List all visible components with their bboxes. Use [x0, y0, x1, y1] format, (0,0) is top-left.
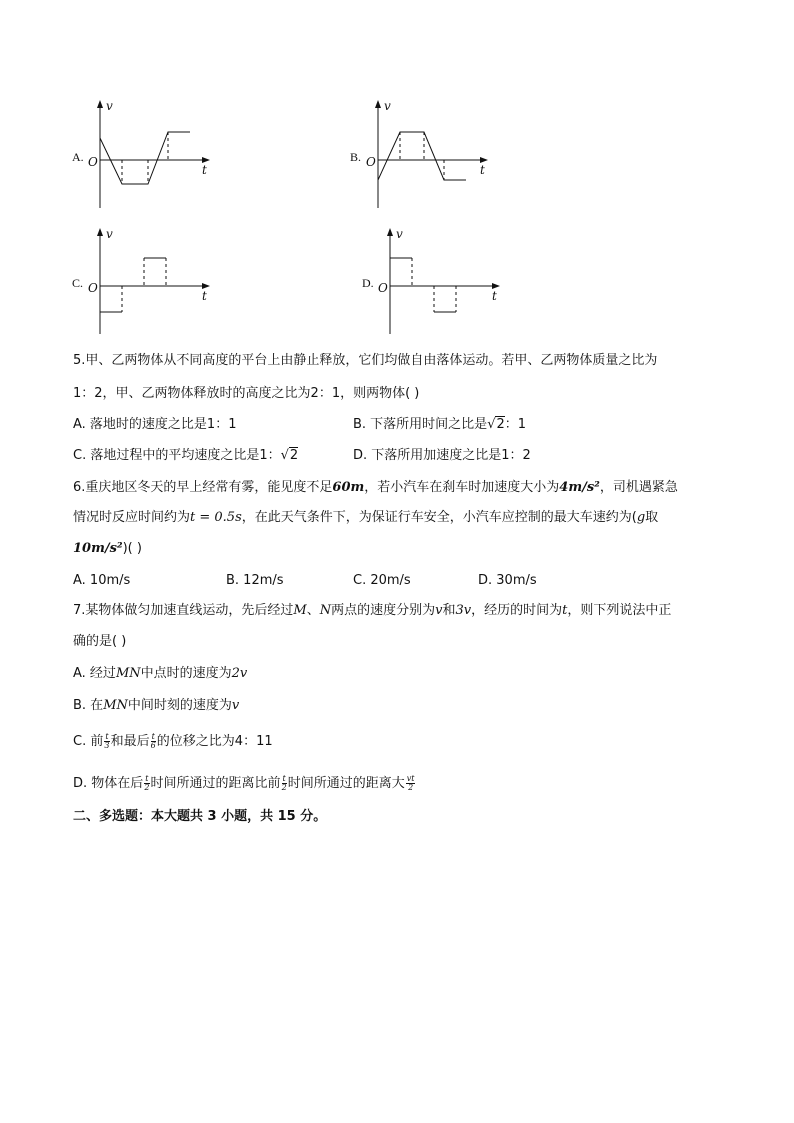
q7-option-c: C. 前 $\frac{t}{3}$ 和最后 $\frac{t}{6}$ 的位移之比为4：11: [73, 732, 273, 750]
graph-b-v-label: v: [384, 99, 391, 113]
graph-d: [378, 228, 508, 338]
graph-c-label: C.: [72, 276, 84, 290]
q6-stem-line1: 6.重庆地区冬天的早上经常有雾，能见度不足60m，若小汽车在刹车时加速度大小为4m/s²，司机遇紧急: [73, 480, 678, 495]
graph-d-v-label: v: [396, 227, 403, 241]
q5-stem-line2: 1：2，甲、乙两物体释放时的高度之比为2：1，则两物体( ): [73, 386, 420, 401]
graph-a-origin: O: [88, 155, 98, 169]
q5-option-b: B. 下落所用时间之比是√2：1: [353, 417, 527, 432]
graph-c-v-label: v: [106, 227, 113, 241]
fraction: $\frac{vt}{2}$: [406, 774, 415, 792]
graph-b-label: B.: [350, 150, 362, 164]
section-heading-multiple-choice: 二、多选题：本大题共 3 小题，共 15 分。: [73, 809, 327, 824]
q7-option-d: D. 物体在后 $\frac{t}{2}$ 时间所通过的距离比前 $\frac{t}{2}$ 时间所通过的距离大 $\frac{vt}{2}$: [73, 774, 415, 792]
q6-option-b: B. 12m/s: [226, 573, 284, 588]
sqrt-icon: √2: [280, 448, 299, 463]
q5-option-a: A. 落地时的速度之比是1：1: [73, 417, 237, 432]
q6-stem-line2: 情况时反应时间约为t = 0.5s，在此天气条件下，为保证行车安全，小汽车应控制的最大车速约为(g取: [73, 510, 659, 525]
q7-stem-line2: 确的是( ): [73, 634, 127, 649]
q7-option-b: B. 在MN中间时刻的速度为v: [73, 698, 240, 713]
graph-b-t-label: t: [480, 163, 485, 177]
q5-option-d: D. 下落所用加速度之比是1：2: [353, 448, 531, 463]
sqrt-icon: √2: [487, 417, 505, 432]
q7-stem-line1: 7.某物体做匀加速直线运动，先后经过M、N两点的速度分别为v和3v，经历的时间为t，则下列说法中正: [73, 603, 672, 618]
graph-b-origin: O: [366, 155, 376, 169]
graph-a-label: A.: [72, 150, 84, 164]
graph-a: [88, 100, 218, 210]
graph-b: [366, 100, 496, 210]
graph-d-origin: O: [378, 281, 388, 295]
graph-c-origin: O: [88, 281, 98, 295]
graph-d-label: D.: [362, 276, 374, 290]
q6-option-c: C. 20m/s: [353, 573, 411, 588]
fraction: $\frac{t}{3}$: [104, 732, 110, 750]
graph-c-t-label: t: [202, 289, 207, 303]
fraction: $\frac{t}{2}$: [144, 774, 150, 792]
q5-option-c: C. 落地过程中的平均速度之比是1：√2: [73, 448, 299, 463]
q6-stem-line3: 10m/s²)( ): [73, 541, 142, 556]
q6-option-d: D. 30m/s: [478, 573, 537, 588]
graph-d-t-label: t: [492, 289, 497, 303]
q5-stem-line1: 5.甲、乙两物体从不同高度的平台上由静止释放，它们均做自由落体运动。若甲、乙两物体质量之比为: [73, 353, 658, 368]
q6-option-a: A. 10m/s: [73, 573, 131, 588]
graph-a-t-label: t: [202, 163, 207, 177]
graph-c: [88, 228, 218, 338]
fraction: $\frac{t}{2}$: [281, 774, 287, 792]
graph-a-v-label: v: [106, 99, 113, 113]
q5-option-b-pre: B. 下落所用时间之比是: [353, 417, 488, 432]
q7-option-a: A. 经过MN中点时的速度为2v: [73, 666, 248, 681]
fraction: $\frac{t}{6}$: [150, 732, 156, 750]
